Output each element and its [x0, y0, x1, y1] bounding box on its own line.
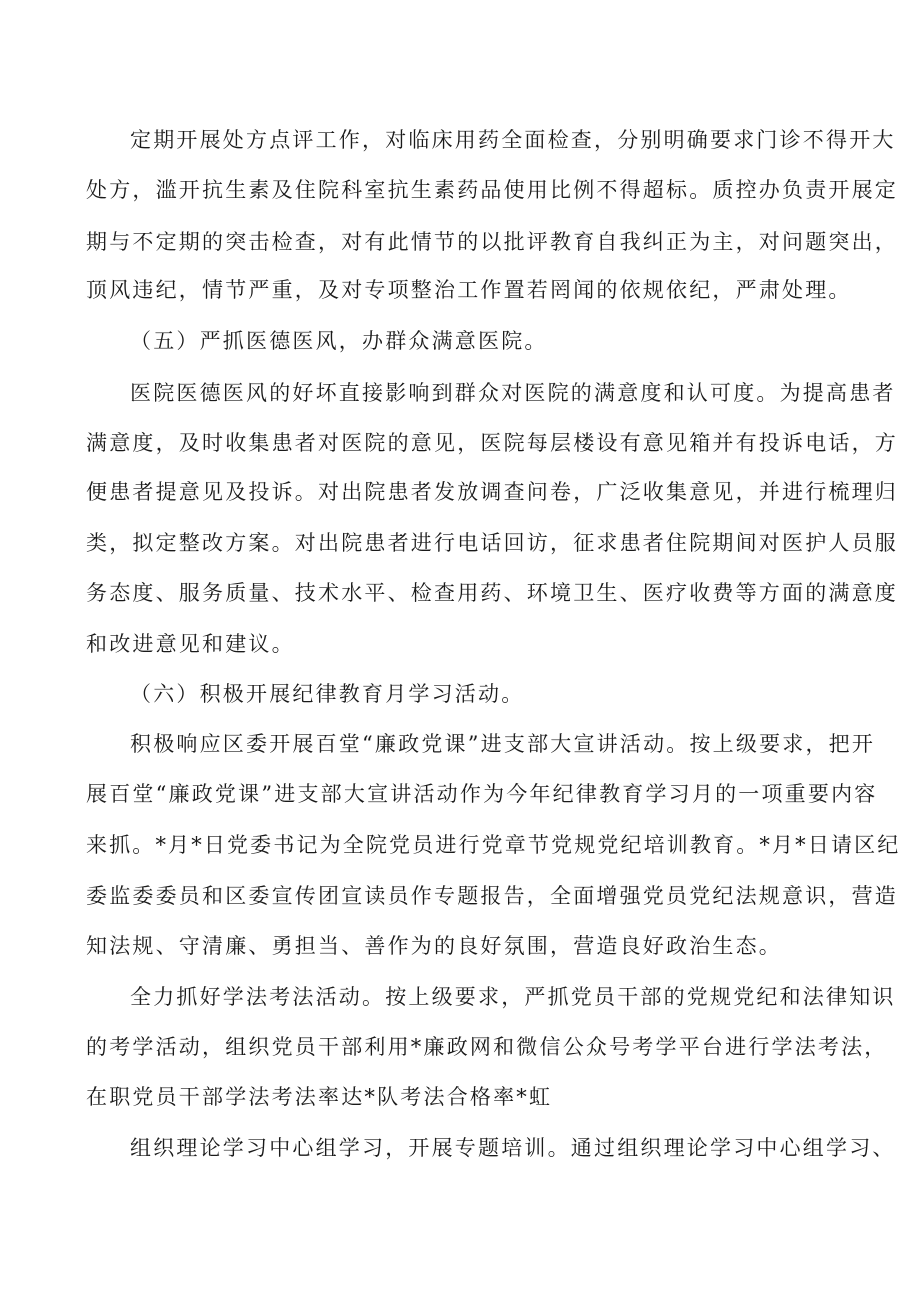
text-line: 定期开展处方点评工作，对临床用药全面检查，分别明确要求门诊不得开大 — [130, 128, 896, 152]
text-line: 和改进意见和建议。 — [86, 632, 295, 656]
text-line: 满意度，及时收集患者对医院的意见，医院每层楼设有意见箱并有投诉电话，方 — [86, 431, 898, 455]
text-line: 展百堂“廉政党课”进支部大宣讲活动作为今年纪律教育学习月的一项重要内容 — [86, 782, 878, 806]
text-line: 组织理论学习中心组学习，开展专题培训。通过组织理论学习中心组学习、 — [130, 1136, 896, 1160]
text-line: 知法规、守清廉、勇担当、善作为的良好氛围，营造良好政治生态。 — [86, 934, 782, 958]
text-line: 来抓。*月*日党委书记为全院党员进行党章节党规党纪培训教育。*月*日请区纪 — [86, 833, 901, 857]
section-heading: （五）严抓医德医风，办群众满意医院。 — [130, 329, 548, 353]
text-line: 的考学活动，组织党员干部利用*廉政网和微信公众号考学平台进行学法考法， — [86, 1035, 888, 1059]
text-line: 顶风违纪，情节严重，及对专项整治工作置若罔闻的依规依纪，严肃处理。 — [86, 278, 852, 302]
text-line: 在职党员干部学法考法率达*队考法合格率*虹 — [86, 1085, 553, 1109]
text-line: 类，拟定整改方案。对出院患者进行电话回访，征求患者住院期间对医护人员服 — [86, 531, 898, 555]
section-heading: （六）积极开展纪律教育月学习活动。 — [130, 682, 525, 706]
text-line: 委监委委员和区委宣传团宣读员作专题报告，全面增强党员党纪法规意识，营造 — [86, 884, 898, 908]
text-line: 便患者提意见及投诉。对出院患者发放调查问卷，广泛收集意见，并进行梳理归 — [86, 480, 898, 504]
text-line: 医院医德医风的好坏直接影响到群众对医院的满意度和认可度。为提高患者 — [130, 381, 896, 405]
text-line: 务态度、服务质量、技术水平、检查用药、环境卫生、医疗收费等方面的满意度 — [86, 581, 898, 605]
text-line: 期与不定期的突击检查，对有此情节的以批评教育自我纠正为主，对问题突出， — [86, 230, 898, 254]
text-line: 处方，滥开抗生素及住院科室抗生素药品使用比例不得超标。质控办负责开展定 — [86, 178, 898, 202]
text-line: 积极响应区委开展百堂“廉政党课”进支部大宣讲活动。按上级要求，把开 — [130, 732, 876, 756]
text-line: 全力抓好学法考法活动。按上级要求，严抓党员干部的党规党纪和法律知识 — [130, 985, 896, 1009]
